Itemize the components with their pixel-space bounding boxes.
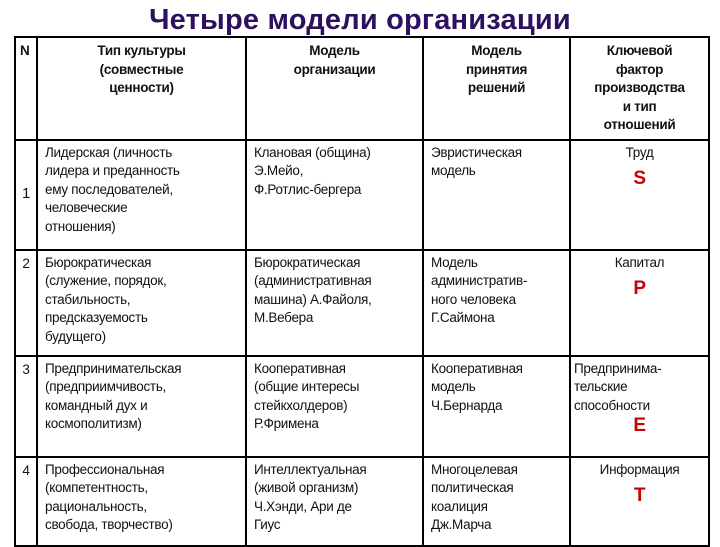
decision-model-cell: Многоцелевая политическая коалиция Дж.Марча <box>423 457 570 546</box>
header-decision-model: Модель принятия решений <box>423 37 570 140</box>
header-number: N <box>15 37 37 140</box>
factor-label: Предпринима- тельские способности <box>574 360 662 413</box>
row-number: 4 <box>15 457 37 546</box>
header-culture-type: Тип культуры (совместные ценности) <box>37 37 246 140</box>
factor-letter: S <box>633 168 646 189</box>
factor-cell <box>570 457 709 546</box>
org-model-cell: Интеллектуальная (живой организм) Ч.Хэнди, Ари де Гиус <box>246 457 423 546</box>
table-row <box>15 457 709 546</box>
culture-cell: Предпринимательская (предприимчивость, командный дух и космополитизм) <box>37 356 246 457</box>
decision-model-cell: Эвристическая модель <box>423 140 570 250</box>
culture-cell: Бюрократическая (служение, порядок, стабильность, предсказуемость будущего) <box>37 250 246 356</box>
factor-letter: T <box>633 485 646 506</box>
table-row <box>15 250 709 356</box>
factor-letter: E <box>633 415 646 436</box>
org-model-cell: Клановая (община) Э.Мейо, Ф.Ротлис-бергера <box>246 140 423 250</box>
factor-label: Капитал <box>614 254 665 270</box>
decision-model-cell: Кооперативная модель Ч.Бернарда <box>423 356 570 457</box>
organization-models-table <box>14 36 710 547</box>
table-row <box>15 140 709 250</box>
decision-model-cell: Модель административ- ного человека Г.Саймона <box>423 250 570 356</box>
factor-cell <box>570 356 709 457</box>
factor-label: Информация <box>599 461 680 477</box>
factor-cell <box>570 140 709 250</box>
header-org-model: Модель организации <box>246 37 423 140</box>
table-row <box>15 356 709 457</box>
row-number: 2 <box>15 250 37 356</box>
row-number: 3 <box>15 356 37 457</box>
org-model-cell: Бюрократическая (административная машина) А.Файоля, М.Вебера <box>246 250 423 356</box>
culture-cell: Лидерская (личность лидера и преданность ему последователей, человеческие отношения) <box>37 140 246 250</box>
table-header-row <box>15 37 709 140</box>
row-number: 1 <box>15 140 37 250</box>
page-title: Четыре модели организации <box>149 4 571 36</box>
org-model-cell: Кооперативная (общие интересы стейкхолдеров) Р.Фримена <box>246 356 423 457</box>
factor-letter: P <box>633 278 646 299</box>
factor-cell <box>570 250 709 356</box>
header-key-factor: Ключевой фактор производства и тип отношений <box>570 37 709 140</box>
factor-label: Труд <box>625 144 654 160</box>
culture-cell: Профессиональная (компетентность, рациональность, свобода, творчество) <box>37 457 246 546</box>
